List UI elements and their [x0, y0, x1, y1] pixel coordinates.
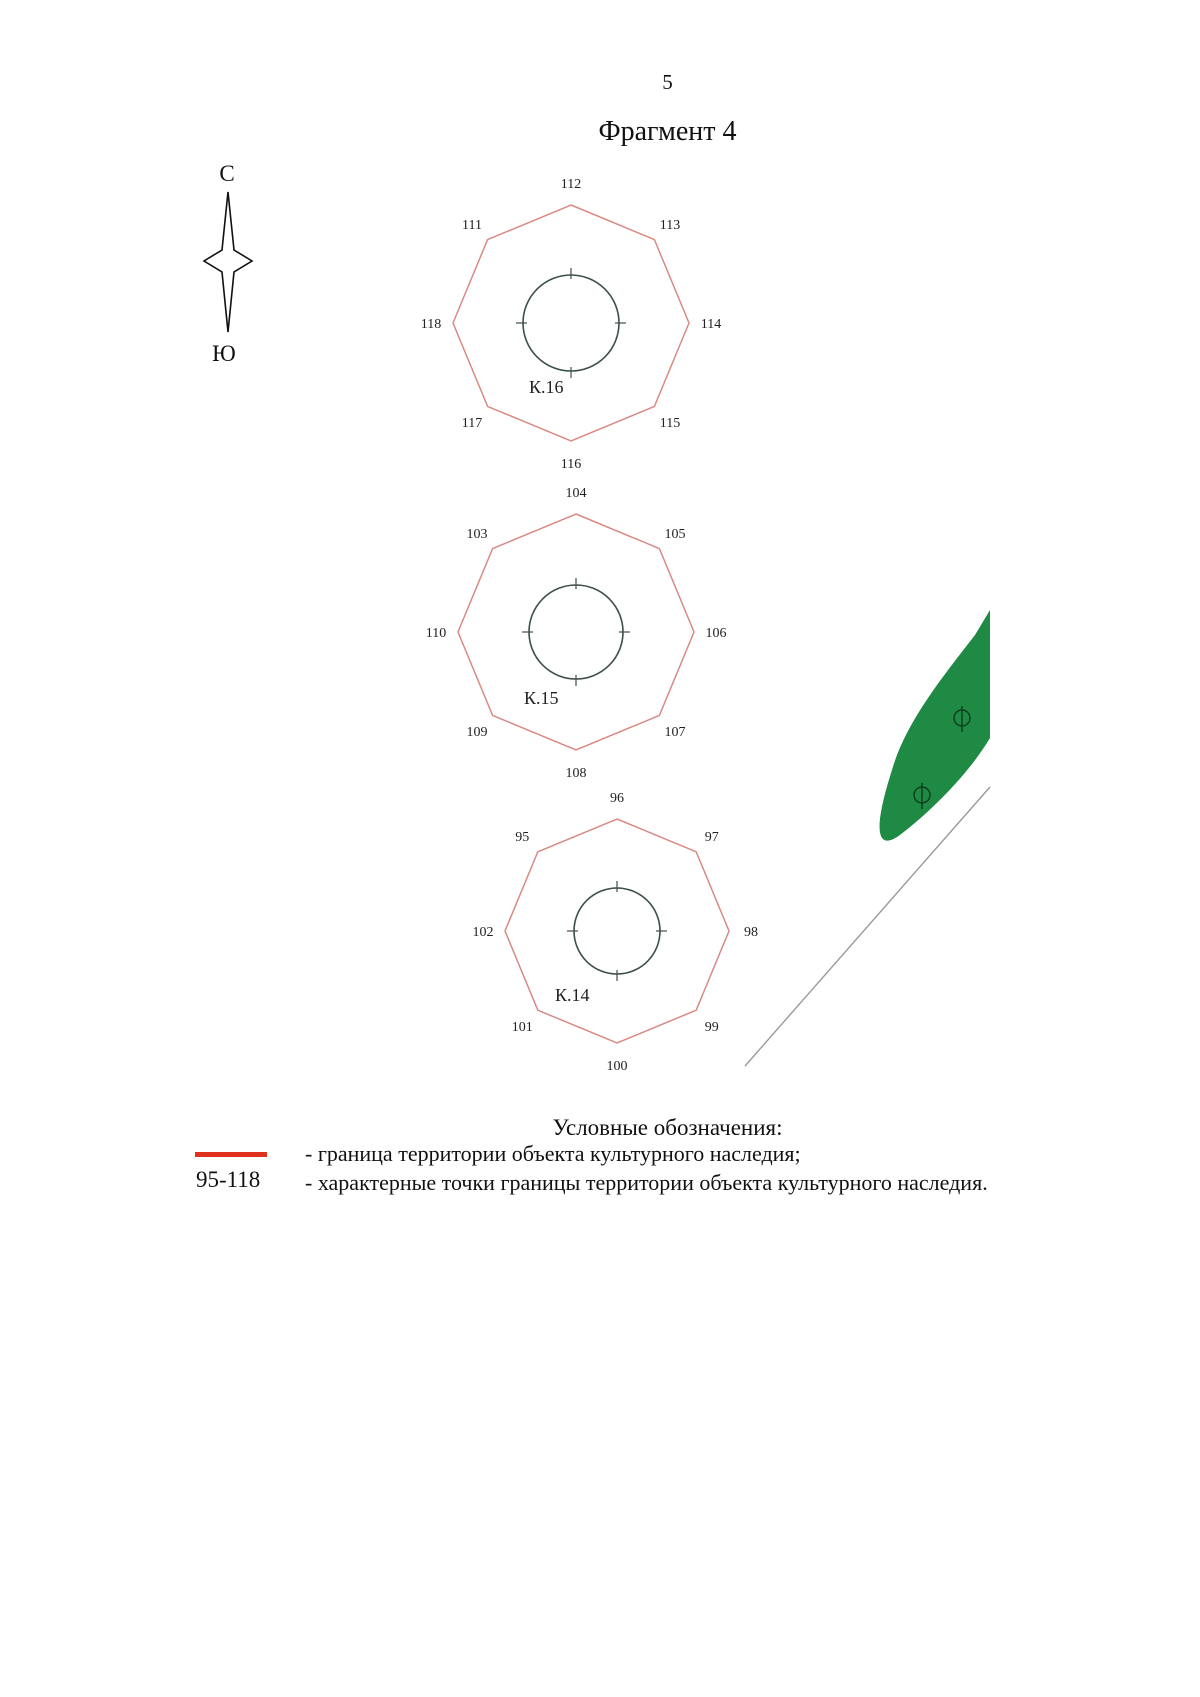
- boundary-octagon: [505, 819, 729, 1043]
- legend-item-boundary: - граница территории объекта культурного наследия;: [305, 1141, 801, 1166]
- compass-star-icon: [204, 192, 252, 332]
- point-number-label: 99: [704, 1019, 719, 1035]
- object-label: К.14: [555, 985, 590, 1005]
- compass-south-label: Ю: [212, 341, 236, 366]
- legend-point-range: 95-118: [196, 1167, 261, 1192]
- point-number-label: 100: [606, 1059, 628, 1074]
- heritage-object: [421, 177, 721, 472]
- point-number-label: 109: [466, 725, 488, 740]
- point-number-label: 117: [461, 416, 483, 431]
- point-number-label: 97: [704, 830, 719, 846]
- object-circle: [523, 275, 619, 371]
- object-label: К.15: [524, 688, 559, 708]
- legend-boundary-line-symbol: [195, 1152, 267, 1157]
- point-number-label: 111: [462, 218, 482, 233]
- point-number-label: 106: [705, 626, 727, 641]
- point-number-label: 104: [565, 486, 587, 501]
- boundary-octagon: [458, 514, 694, 750]
- compass-rose: [204, 161, 252, 366]
- legend-item-points: - характерные точки границы территории объекта культурного наследия.: [305, 1170, 988, 1195]
- point-number-label: 113: [659, 218, 681, 233]
- point-number-label: 107: [664, 725, 686, 740]
- point-number-label: 95: [515, 830, 530, 846]
- heritage-object: [426, 486, 727, 781]
- point-number-label: 98: [744, 925, 758, 940]
- point-number-label: 110: [425, 626, 447, 641]
- object-circle: [574, 888, 660, 974]
- point-number-label: 114: [700, 317, 722, 332]
- point-number-label: 105: [664, 527, 686, 542]
- point-number-label: 116: [560, 457, 582, 472]
- point-number-label: 96: [610, 791, 624, 806]
- legend-heading: Условные обозначения:: [552, 1115, 783, 1140]
- point-number-label: 115: [659, 416, 681, 431]
- object-circle: [529, 585, 623, 679]
- object-label: К.16: [529, 377, 564, 397]
- page-title: Фрагмент 4: [598, 116, 737, 147]
- point-number-label: 102: [472, 925, 494, 940]
- point-number-label: 108: [565, 766, 587, 781]
- compass-north-label: С: [219, 161, 235, 186]
- point-number-label: 103: [466, 527, 488, 542]
- point-number-label: 101: [511, 1019, 533, 1035]
- point-number-label: 118: [420, 317, 442, 332]
- point-number-label: 112: [560, 177, 582, 192]
- boundary-octagon: [453, 205, 689, 441]
- page-number: 5: [662, 70, 673, 94]
- heritage-object: [473, 791, 759, 1074]
- heritage-objects: [421, 177, 758, 1074]
- road-line: [745, 787, 990, 1066]
